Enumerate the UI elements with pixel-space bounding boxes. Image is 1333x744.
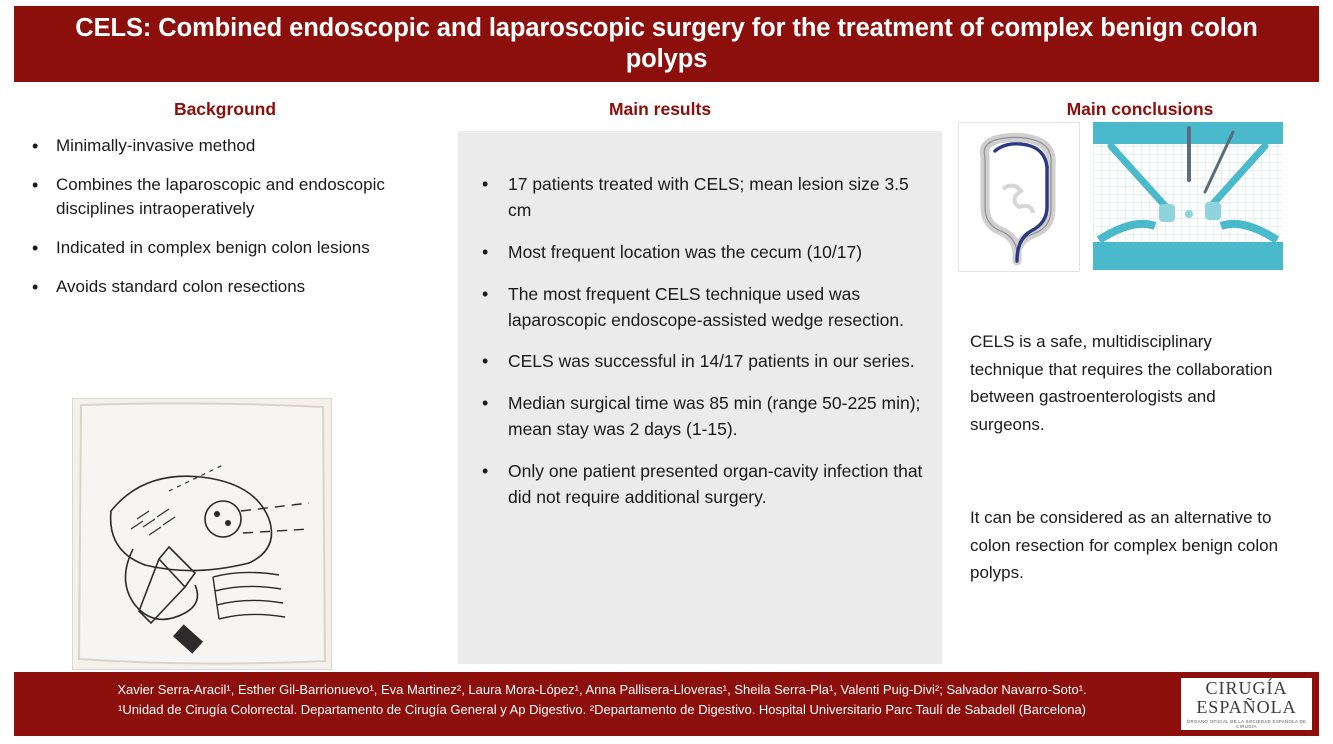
footer-affiliations: ¹Unidad de Cirugía Colorrectal. Departamento de Cirugía General y Ap Digestivo. ²Departamento de Digestivo. Hospital Universitario Parc Taulí de Sabadell (Barcelona) (117, 701, 1087, 717)
page-title: CELS: Combined endoscopic and laparoscopic surgery for the treatment of complex benign colon polyps (75, 13, 1258, 73)
section-heading-background: Background (173, 99, 277, 119)
section-heading-conclusions: Main conclusions (1066, 99, 1214, 119)
list-item: • Median surgical time was 85 min (range 50-225 min); mean stay was 2 days (1-15). (466, 391, 936, 443)
results-column (466, 172, 936, 527)
results-bullet-list (466, 172, 936, 511)
logo-tagline: ÓRGANO OFICIAL DE LA SOCIEDAD ESPAÑOLA DE CIRUGÍA (1186, 718, 1307, 729)
footer-authors-block (32, 680, 1172, 719)
poster-title-band (14, 6, 1319, 82)
list-item: • 17 patients treated with CELS; mean lesion size 3.5 cm (466, 172, 936, 224)
background-column (24, 134, 424, 313)
list-item: • Only one patient presented organ-cavity infection that did not require additional surgery. (466, 459, 936, 511)
logo-line-2: ESPAÑOLA (1196, 697, 1297, 717)
colon-anatomy-figure (958, 122, 1080, 272)
list-item: • Combines the laparoscopic and endoscopic disciplines intraoperatively (24, 173, 424, 222)
laparoscopic-ports-figure (1093, 122, 1283, 270)
list-item: • Most frequent location was the cecum (10/17) (466, 240, 936, 266)
list-item: • CELS was successful in 14/17 patients in our series. (466, 349, 936, 375)
list-item: • The most frequent CELS technique used was laparoscopic endoscope-assisted wedge resection. (466, 282, 936, 334)
section-heading-results: Main results (608, 99, 712, 119)
logo-line-1: CIRUGÍA (1205, 678, 1288, 699)
conclusion-paragraph-2: It can be considered as an alternative to colon resection for complex benign colon polyps. (970, 508, 1279, 583)
sketch-drawing-icon (73, 399, 331, 669)
colon-illustration-icon (959, 123, 1077, 269)
list-item: • Avoids standard colon resections (24, 275, 424, 300)
list-item: • Minimally-invasive method (24, 134, 424, 159)
footer-authors: Xavier Serra-Aracil¹, Esther Gil-Barrionuevo¹, Eva Martinez², Laura Mora-López¹, Anna Pallisera-Lloveras¹, Sheila Serra-Pla¹, Valenti Puig-Divi²; Salvador Navarro-Soto¹. (117, 682, 1087, 697)
sketch-figure (72, 398, 332, 670)
laparoscopy-illustration-icon (1093, 122, 1283, 270)
footer-band (14, 672, 1319, 736)
conclusion-paragraph-1: CELS is a safe, multidisciplinary technique that requires the collaboration between gastroenterologists and surgeons. (970, 332, 1273, 434)
list-item: • Indicated in complex benign colon lesions (24, 236, 424, 261)
background-bullet-list (24, 134, 424, 299)
journal-logo (1181, 678, 1312, 730)
